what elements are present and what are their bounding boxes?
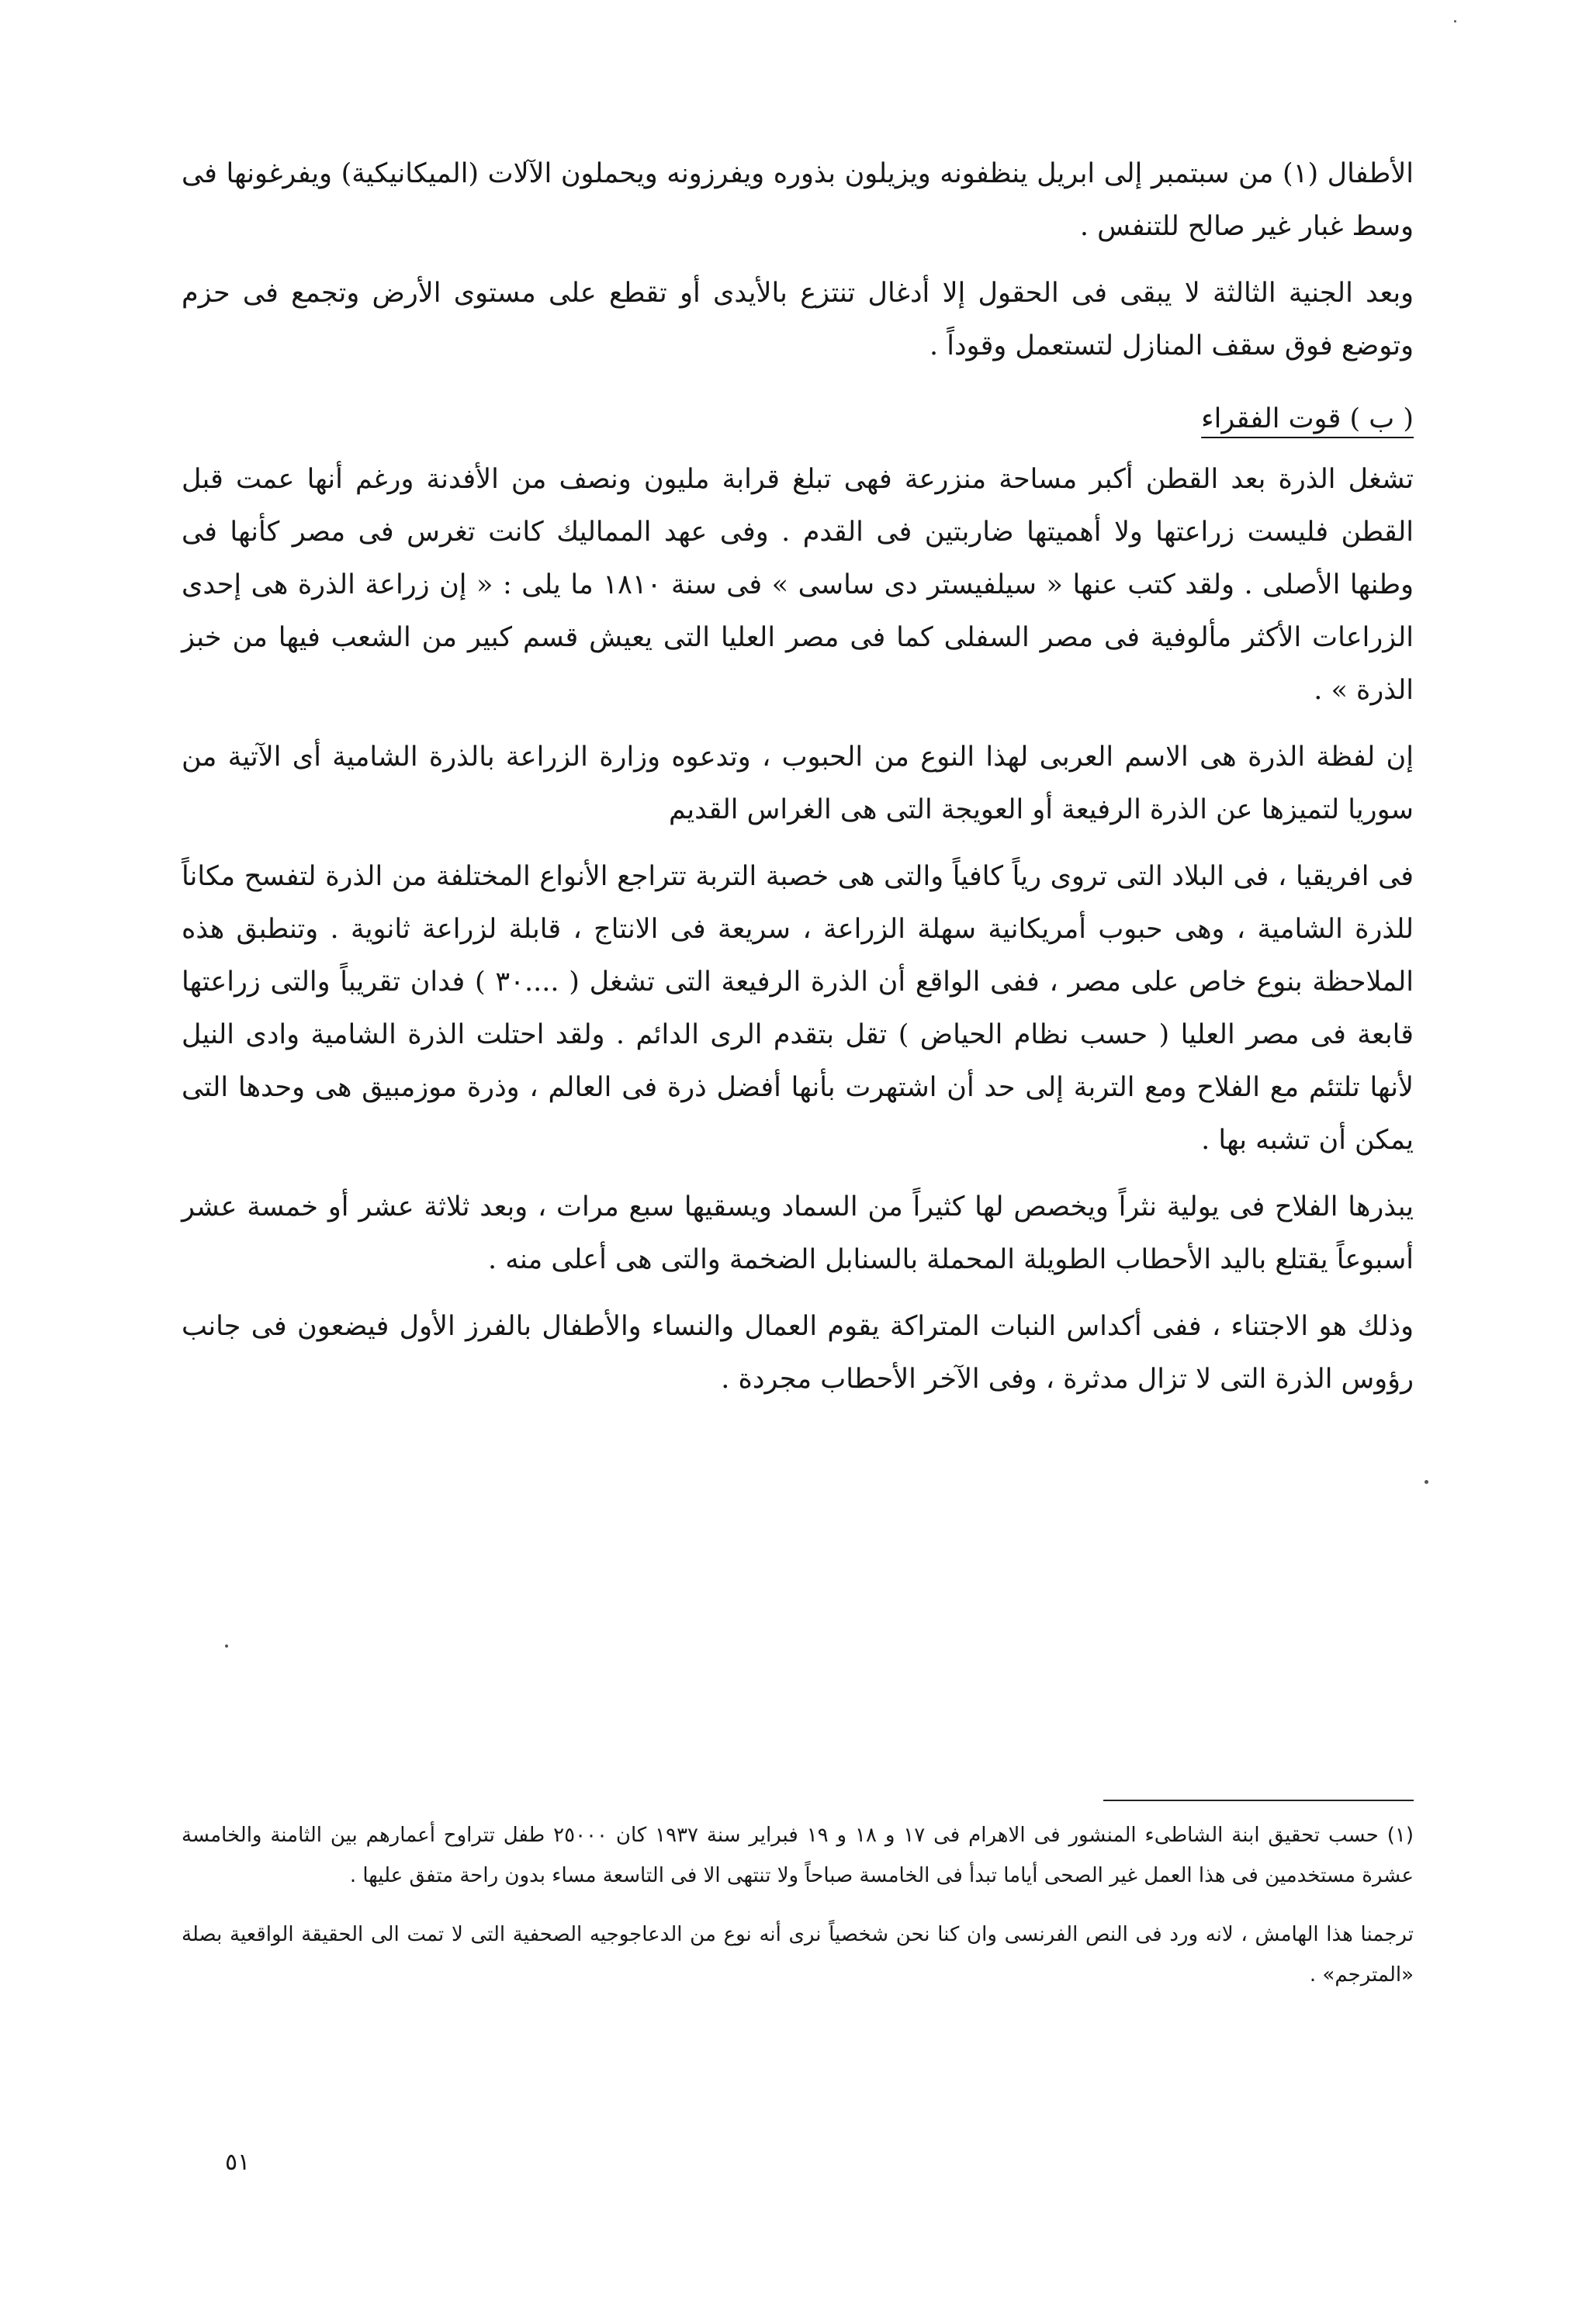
footnote-divider	[1103, 1800, 1414, 1801]
paragraph-7: وذلك هو الاجتناء ، ففى أكداس النبات المتراكة يقوم العمال والنساء والأطفال بالفرز الأول فيضعون فى جانب رؤوس الذرة التى لا تزال مدثرة ، وفى الآخر الأحطاب مجردة .	[182, 1311, 1414, 1395]
main-text	[182, 147, 1414, 1406]
paragraph-6: يبذرها الفلاح فى يولية نثراً ويخصص لها كثيراً من السماد ويسقيها سبع مرات ، وبعد ثلاثة عشر أو خمسة عشر أسبوعاً يقتلع باليد الأحطاب الطويلة المحملة بالسنابل الضخمة والتى هى أعلى منه .	[182, 1191, 1414, 1275]
scan-speck	[1454, 20, 1456, 22]
section-heading: ( ب ) قوت الفقراء	[1201, 403, 1414, 434]
paragraph-5: فى افريقيا ، فى البلاد التى تروى رياً كافياً والتى هى خصبة التربة تتراجع الأنواع المختلفة من الذرة لتفسح مكاناً للذرة الشامية ، وهى حبوب أمريكانية سهلة الزراعة ، سريعة فى الانتاج ، قابلة لزراعة ثانوية . وتنطبق هذه الملاحظة بنوع خاص على مصر ، ففى الواقع أن الذرة الرفيعة التى تشغل ( ....٣٠ ) فدان تقريباً والتى زراعتها قابعة فى مصر العليا ( حسب نظام الحياض ) تقل بتقدم الرى الدائم . ولقد احتلت الذرة الشامية وادى النيل لأنها تلتئم مع الفلاح ومع التربة إلى حد أن اشتهرت بأنها أفضل ذرة فى العالم ، وذرة موزمبيق هى وحدها التى يمكن أن تشبه بها .	[182, 861, 1414, 1156]
paragraph-3: تشغل الذرة بعد القطن أكبر مساحة منزرعة فهى تبلغ قرابة مليون ونصف من الأفدنة ورغم أنها عمت قبل القطن فليست زراعتها ولا أهميتها ضاربتين فى القدم . وفى عهد المماليك كانت تغرس فى مصر كأنها فى وطنها الأصلى . ولقد كتب عنها « سيلفيستر دى ساسى » فى سنة ١٨١٠ ما يلى : « إن زراعة الذرة هى إحدى الزراعات الأكثر مألوفية فى مصر السفلى كما فى مصر العليا التى يعيش قسم كبير من الشعب فيها من خبز الذرة » .	[182, 464, 1414, 706]
paragraph-1: الأطفال (١) من سبتمبر إلى ابريل ينظفونه ويزيلون بذوره ويفرزونه ويحملون الآلات (الميكانيكية) ويفرغونها فى وسط غبار غير صالح للتنفس .	[182, 158, 1414, 242]
footnote-1: (١) حسب تحقيق ابنة الشاطىء المنشور فى الاهرام فى ١٧ و ١٨ و ١٩ فبراير سنة ١٩٣٧ كان ٢٥٠٠٠ طفل تتراوح أعمارهم بين الثامنة والخامسة عشرة مستخدمين فى هذا العمل غير الصحى أياما تبدأ فى الخامسة صباحاً ولا تنتهى الا فى التاسعة مساء بدون راحة متفق عليها .	[182, 1824, 1414, 1887]
scan-speck	[1425, 1480, 1428, 1484]
page-number: ٥١	[225, 2149, 251, 2176]
translator-note: ترجمنا هذا الهامش ، لانه ورد فى النص الفرنسى وان كنا نحن شخصياً نرى أنه نوع من الدعاجوجيه الصحفية التى لا تمت الى الحقيقة الواقعية بصلة «المترجم» .	[182, 1923, 1414, 1987]
scan-speck	[225, 1644, 228, 1648]
paragraph-4: إن لفظة الذرة هى الاسم العربى لهذا النوع من الحبوب ، وتدعوه وزارة الزراعة بالذرة الشامية أى الآتية من سوريا لتميزها عن الذرة الرفيعة أو العويجة التى هى الغراس القديم	[182, 742, 1414, 825]
footnotes	[182, 1815, 1414, 1995]
paragraph-2: وبعد الجنية الثالثة لا يبقى فى الحقول إلا أدغال تنتزع بالأيدى أو تقطع على مستوى الأرض وتجمع فى حزم وتوضع فوق سقف المنازل لتستعمل وقوداً .	[182, 278, 1414, 361]
